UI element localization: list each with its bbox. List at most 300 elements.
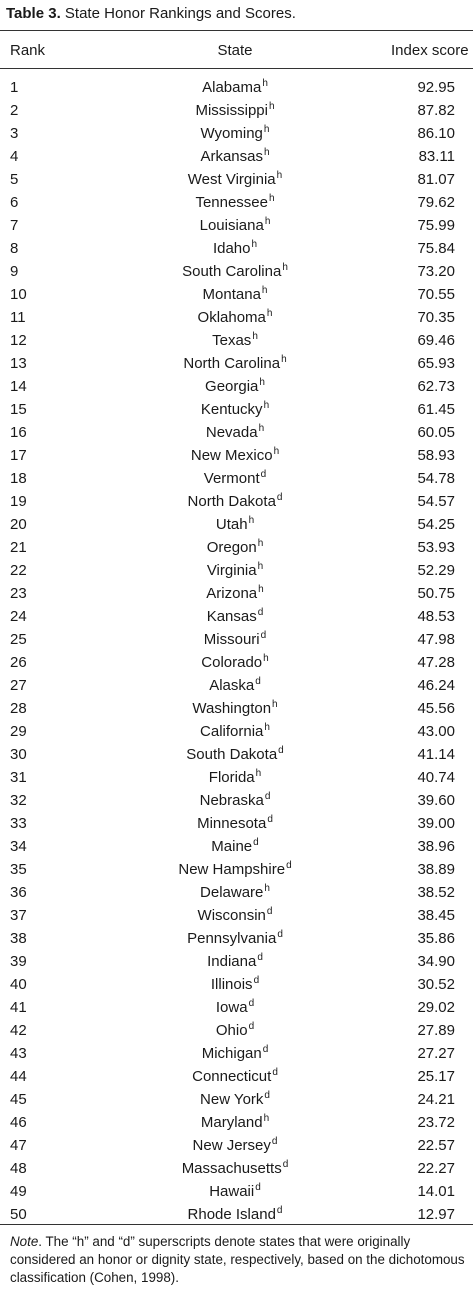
index-score-cell: 81.07 — [417, 171, 455, 188]
state-cell — [100, 148, 370, 165]
table-row — [0, 697, 473, 720]
rank-cell: 32 — [10, 792, 27, 809]
classification-superscript: d — [271, 1136, 278, 1147]
note-label: Note — [10, 1234, 39, 1249]
classification-superscript: d — [264, 791, 271, 802]
rank-cell: 14 — [10, 378, 27, 395]
state-name: Maine — [211, 838, 253, 855]
rank-cell: 6 — [10, 194, 19, 211]
index-score-cell: 27.89 — [417, 1022, 455, 1039]
table-row — [0, 168, 473, 191]
index-score-cell: 50.75 — [417, 585, 455, 602]
index-score-cell: 70.35 — [417, 309, 455, 326]
index-score-cell: 34.90 — [417, 953, 455, 970]
rank-cell: 41 — [10, 999, 27, 1016]
state-cell — [100, 746, 370, 763]
index-score-cell: 60.05 — [417, 424, 455, 441]
table-row — [0, 1180, 473, 1203]
table-row — [0, 904, 473, 927]
classification-superscript: d — [272, 1067, 278, 1078]
classification-superscript: d — [286, 860, 292, 871]
state-name: Georgia — [205, 378, 259, 395]
index-score-cell: 47.98 — [417, 631, 455, 648]
state-name: Rhode Island — [187, 1206, 276, 1223]
table-row — [0, 582, 473, 605]
classification-superscript: d — [260, 630, 267, 641]
table-note — [10, 1233, 465, 1287]
classification-superscript: h — [258, 423, 265, 434]
column-header-state: State — [217, 42, 253, 59]
classification-superscript: h — [257, 561, 264, 572]
index-score-cell: 43.00 — [417, 723, 455, 740]
table-row — [0, 881, 473, 904]
state-cell — [100, 355, 370, 372]
top-rule — [0, 30, 473, 31]
rank-cell: 21 — [10, 539, 27, 556]
classification-superscript: d — [255, 676, 261, 687]
state-cell — [100, 1068, 370, 1085]
state-name: Colorado — [201, 654, 263, 671]
table-row — [0, 789, 473, 812]
index-score-cell: 54.25 — [417, 516, 455, 533]
rank-cell: 23 — [10, 585, 27, 602]
state-name: Kentucky — [200, 401, 263, 418]
index-score-cell: 65.93 — [417, 355, 455, 372]
table-row — [0, 513, 473, 536]
classification-superscript: d — [266, 906, 273, 917]
rank-cell: 39 — [10, 953, 27, 970]
state-cell — [100, 125, 370, 142]
state-cell — [100, 792, 370, 809]
state-cell — [100, 79, 370, 96]
index-score-cell: 48.53 — [417, 608, 455, 625]
state-cell — [100, 769, 370, 786]
state-name: Indiana — [207, 953, 257, 970]
table-row — [0, 927, 473, 950]
state-cell — [100, 907, 370, 924]
index-score-cell: 38.45 — [417, 907, 455, 924]
classification-superscript: h — [264, 216, 271, 227]
state-cell — [100, 401, 370, 418]
rank-cell: 40 — [10, 976, 27, 993]
index-score-cell: 24.21 — [417, 1091, 455, 1108]
classification-superscript: h — [264, 883, 270, 894]
table-row — [0, 628, 473, 651]
classification-superscript: h — [273, 446, 280, 457]
state-cell — [100, 815, 370, 832]
table-row — [0, 674, 473, 697]
table-row — [0, 490, 473, 513]
index-score-cell: 41.14 — [417, 746, 455, 763]
rank-cell: 4 — [10, 148, 19, 165]
state-cell — [100, 539, 370, 556]
table-caption-label: Table 3. — [6, 5, 61, 22]
state-cell — [100, 1183, 370, 1200]
rank-cell: 11 — [10, 309, 26, 326]
table-row — [0, 605, 473, 628]
state-cell — [100, 493, 370, 510]
state-cell — [100, 194, 370, 211]
classification-superscript: d — [277, 929, 283, 940]
state-name: Oklahoma — [197, 309, 266, 326]
classification-superscript: h — [272, 699, 278, 710]
bottom-rule — [0, 1224, 473, 1225]
state-name: South Carolina — [182, 263, 282, 280]
table-row — [0, 950, 473, 973]
state-name: Wyoming — [200, 125, 263, 142]
classification-superscript: h — [259, 377, 265, 388]
classification-superscript: d — [278, 745, 284, 756]
state-cell — [100, 516, 370, 533]
index-score-cell: 29.02 — [417, 999, 455, 1016]
state-name: Arizona — [206, 585, 258, 602]
index-score-cell: 87.82 — [417, 102, 455, 119]
state-name: Nevada — [205, 424, 258, 441]
state-cell — [100, 240, 370, 257]
rank-cell: 2 — [10, 102, 19, 119]
classification-superscript: d — [248, 998, 255, 1009]
rank-cell: 20 — [10, 516, 27, 533]
table-row — [0, 743, 473, 766]
classification-superscript: h — [262, 78, 268, 89]
table-row — [0, 444, 473, 467]
state-cell — [100, 562, 370, 579]
classification-superscript: d — [257, 952, 263, 963]
index-score-cell: 38.89 — [417, 861, 455, 878]
classification-superscript: d — [267, 814, 273, 825]
table-row — [0, 467, 473, 490]
table-row — [0, 996, 473, 1019]
state-name: Illinois — [210, 976, 253, 993]
state-name: Mississippi — [195, 102, 268, 119]
classification-superscript: h — [266, 308, 273, 319]
classification-superscript: d — [253, 837, 259, 848]
state-cell — [100, 102, 370, 119]
state-cell — [100, 999, 370, 1016]
rank-cell: 50 — [10, 1206, 27, 1223]
classification-superscript: d — [248, 1021, 255, 1032]
rank-cell: 29 — [10, 723, 27, 740]
index-score-cell: 45.56 — [417, 700, 455, 717]
state-cell — [100, 953, 370, 970]
table-row — [0, 858, 473, 881]
index-score-cell: 22.27 — [417, 1160, 455, 1177]
state-name: Washington — [192, 700, 272, 717]
state-name: Virginia — [206, 562, 257, 579]
classification-superscript: h — [269, 193, 275, 204]
rank-cell: 19 — [10, 493, 27, 510]
table-row — [0, 76, 473, 99]
state-cell — [100, 884, 370, 901]
state-name: New Hampshire — [178, 861, 286, 878]
state-cell — [100, 930, 370, 947]
state-cell — [100, 585, 370, 602]
rank-cell: 34 — [10, 838, 27, 855]
state-name: Utah — [215, 516, 248, 533]
classification-superscript: h — [248, 515, 255, 526]
table-row — [0, 375, 473, 398]
state-cell — [100, 631, 370, 648]
classification-superscript: h — [263, 400, 270, 411]
state-name: North Carolina — [183, 355, 281, 372]
state-cell — [100, 1022, 370, 1039]
index-score-cell: 69.46 — [417, 332, 455, 349]
classification-superscript: h — [268, 101, 275, 112]
state-name: Ohio — [215, 1022, 248, 1039]
index-score-cell: 62.73 — [417, 378, 455, 395]
rank-cell: 30 — [10, 746, 27, 763]
state-name: Louisiana — [199, 217, 264, 234]
table-row — [0, 835, 473, 858]
index-score-cell: 70.55 — [417, 286, 455, 303]
column-header-index-score: Index score — [391, 42, 469, 59]
state-name: Minnesota — [197, 815, 267, 832]
index-score-cell: 27.27 — [417, 1045, 455, 1062]
rank-cell: 28 — [10, 700, 27, 717]
table-row — [0, 1111, 473, 1134]
state-name: New Mexico — [190, 447, 273, 464]
rank-cell: 26 — [10, 654, 27, 671]
state-cell — [100, 1045, 370, 1062]
index-score-cell: 14.01 — [417, 1183, 455, 1200]
table-row — [0, 191, 473, 214]
state-name: New York — [200, 1091, 264, 1108]
table-caption — [6, 5, 296, 22]
state-name: West Virginia — [187, 171, 276, 188]
table-row — [0, 352, 473, 375]
index-score-cell: 38.52 — [417, 884, 455, 901]
table-row — [0, 720, 473, 743]
classification-superscript: h — [264, 722, 270, 733]
state-cell — [100, 217, 370, 234]
rank-cell: 3 — [10, 125, 19, 142]
index-score-cell: 53.93 — [417, 539, 455, 556]
rank-cell: 37 — [10, 907, 27, 924]
classification-superscript: d — [257, 607, 264, 618]
state-name: Nebraska — [199, 792, 264, 809]
state-name: South Dakota — [186, 746, 278, 763]
table-row — [0, 214, 473, 237]
rank-cell: 13 — [10, 355, 27, 372]
state-cell — [100, 976, 370, 993]
state-name: Arkansas — [200, 148, 263, 165]
rank-cell: 27 — [10, 677, 27, 694]
rank-cell: 33 — [10, 815, 27, 832]
index-score-cell: 61.45 — [417, 401, 455, 418]
rank-cell: 48 — [10, 1160, 27, 1177]
table-row — [0, 421, 473, 444]
rank-cell: 47 — [10, 1137, 27, 1154]
classification-superscript: d — [276, 492, 283, 503]
state-cell — [100, 838, 370, 855]
state-cell — [100, 263, 370, 280]
classification-superscript: h — [252, 331, 258, 342]
state-name: Montana — [202, 286, 261, 303]
state-name: Connecticut — [192, 1068, 272, 1085]
rank-cell: 12 — [10, 332, 27, 349]
rank-cell: 46 — [10, 1114, 27, 1131]
rank-cell: 5 — [10, 171, 19, 188]
classification-superscript: h — [281, 354, 287, 365]
classification-superscript: h — [282, 262, 288, 273]
state-name: Vermont — [203, 470, 260, 487]
classification-superscript: h — [257, 538, 264, 549]
state-name: Missouri — [203, 631, 260, 648]
rank-cell: 31 — [10, 769, 27, 786]
state-cell — [100, 447, 370, 464]
index-score-cell: 40.74 — [417, 769, 455, 786]
table-row — [0, 766, 473, 789]
state-cell — [100, 723, 370, 740]
index-score-cell: 46.24 — [417, 677, 455, 694]
table-row — [0, 559, 473, 582]
rank-cell: 8 — [10, 240, 19, 257]
table-row — [0, 1157, 473, 1180]
state-cell — [100, 378, 370, 395]
state-name: Alabama — [202, 79, 262, 96]
index-score-cell: 58.93 — [417, 447, 455, 464]
classification-superscript: h — [263, 147, 270, 158]
rank-cell: 35 — [10, 861, 27, 878]
table-row — [0, 260, 473, 283]
table-row — [0, 1019, 473, 1042]
rank-cell: 1 — [10, 79, 19, 96]
classification-superscript: d — [253, 975, 260, 986]
index-score-cell: 52.29 — [417, 562, 455, 579]
index-score-cell: 47.28 — [417, 654, 455, 671]
classification-superscript: d — [276, 1205, 283, 1216]
rank-cell: 45 — [10, 1091, 27, 1108]
index-score-cell: 30.52 — [417, 976, 455, 993]
note-text: . The “h” and “d” superscripts denote states that were originally considered an honor or dignity state, respectively, based on the dichotomous classification (Cohen, 1998). — [10, 1234, 465, 1285]
classification-superscript: d — [255, 1182, 261, 1193]
index-score-cell: 73.20 — [417, 263, 455, 280]
classification-superscript: h — [263, 124, 270, 135]
state-name: Florida — [208, 769, 255, 786]
state-cell — [100, 677, 370, 694]
index-score-cell: 75.99 — [417, 217, 455, 234]
table-row — [0, 145, 473, 168]
table-row — [0, 306, 473, 329]
state-cell — [100, 1206, 370, 1223]
header-rule — [0, 68, 473, 69]
state-name: Maryland — [200, 1114, 263, 1131]
state-name: North Dakota — [187, 493, 276, 510]
rank-cell: 10 — [10, 286, 27, 303]
index-score-cell: 39.00 — [417, 815, 455, 832]
rank-cell: 17 — [10, 447, 27, 464]
index-score-cell: 38.96 — [417, 838, 455, 855]
index-score-cell: 83.11 — [418, 148, 455, 165]
state-name: Idaho — [212, 240, 251, 257]
state-cell — [100, 286, 370, 303]
index-score-cell: 54.78 — [417, 470, 455, 487]
state-cell — [100, 1137, 370, 1154]
state-name: Pennsylvania — [187, 930, 277, 947]
state-cell — [100, 1091, 370, 1108]
table-row — [0, 651, 473, 674]
state-name: Texas — [212, 332, 252, 349]
index-score-cell: 39.60 — [417, 792, 455, 809]
state-name: New Jersey — [192, 1137, 271, 1154]
index-score-cell: 54.57 — [417, 493, 455, 510]
state-cell — [100, 654, 370, 671]
table-row — [0, 122, 473, 145]
state-cell — [100, 1160, 370, 1177]
rank-cell: 38 — [10, 930, 27, 947]
state-name: Oregon — [206, 539, 257, 556]
table-row — [0, 536, 473, 559]
state-name: Iowa — [215, 999, 248, 1016]
state-name: Massachusetts — [181, 1160, 282, 1177]
rank-cell: 7 — [10, 217, 19, 234]
state-cell — [100, 608, 370, 625]
rank-cell: 49 — [10, 1183, 27, 1200]
rank-cell: 16 — [10, 424, 27, 441]
table-row — [0, 283, 473, 306]
classification-superscript: d — [262, 1044, 269, 1055]
index-score-cell: 75.84 — [417, 240, 455, 257]
state-name: Wisconsin — [197, 907, 266, 924]
rank-cell: 44 — [10, 1068, 27, 1085]
rank-cell: 15 — [10, 401, 27, 418]
classification-superscript: h — [255, 768, 262, 779]
table-row — [0, 329, 473, 352]
classification-superscript: d — [260, 469, 267, 480]
table-row — [0, 398, 473, 421]
table-row — [0, 1203, 473, 1226]
table-row — [0, 1065, 473, 1088]
table-row — [0, 973, 473, 996]
table-body — [0, 76, 473, 1226]
classification-superscript: h — [258, 584, 264, 595]
index-score-cell: 92.95 — [417, 79, 455, 96]
state-cell — [100, 332, 370, 349]
rank-cell: 24 — [10, 608, 27, 625]
state-cell — [100, 861, 370, 878]
classification-superscript: h — [276, 170, 283, 181]
table-row — [0, 1088, 473, 1111]
state-name: Alaska — [209, 677, 255, 694]
column-header-rank: Rank — [10, 42, 46, 59]
state-name: Kansas — [206, 608, 257, 625]
table-row — [0, 1042, 473, 1065]
classification-superscript: h — [261, 285, 268, 296]
table-row — [0, 99, 473, 122]
index-score-cell: 25.17 — [417, 1068, 455, 1085]
classification-superscript: d — [264, 1090, 270, 1101]
state-cell — [100, 171, 370, 188]
classification-superscript: d — [282, 1159, 289, 1170]
rank-cell: 18 — [10, 470, 27, 487]
index-score-cell: 79.62 — [417, 194, 455, 211]
state-cell — [100, 1114, 370, 1131]
rank-cell: 9 — [10, 263, 19, 280]
rank-cell: 42 — [10, 1022, 27, 1039]
rank-cell: 22 — [10, 562, 27, 579]
state-name: Michigan — [201, 1045, 262, 1062]
index-score-cell: 12.97 — [417, 1206, 455, 1223]
index-score-cell: 35.86 — [417, 930, 455, 947]
state-name: California — [200, 723, 264, 740]
table-row — [0, 237, 473, 260]
table-row — [0, 1134, 473, 1157]
state-name: Tennessee — [195, 194, 268, 211]
index-score-cell: 23.72 — [417, 1114, 455, 1131]
table-caption-text: State Honor Rankings and Scores. — [64, 5, 296, 22]
rank-cell: 36 — [10, 884, 27, 901]
index-score-cell: 86.10 — [417, 125, 455, 142]
